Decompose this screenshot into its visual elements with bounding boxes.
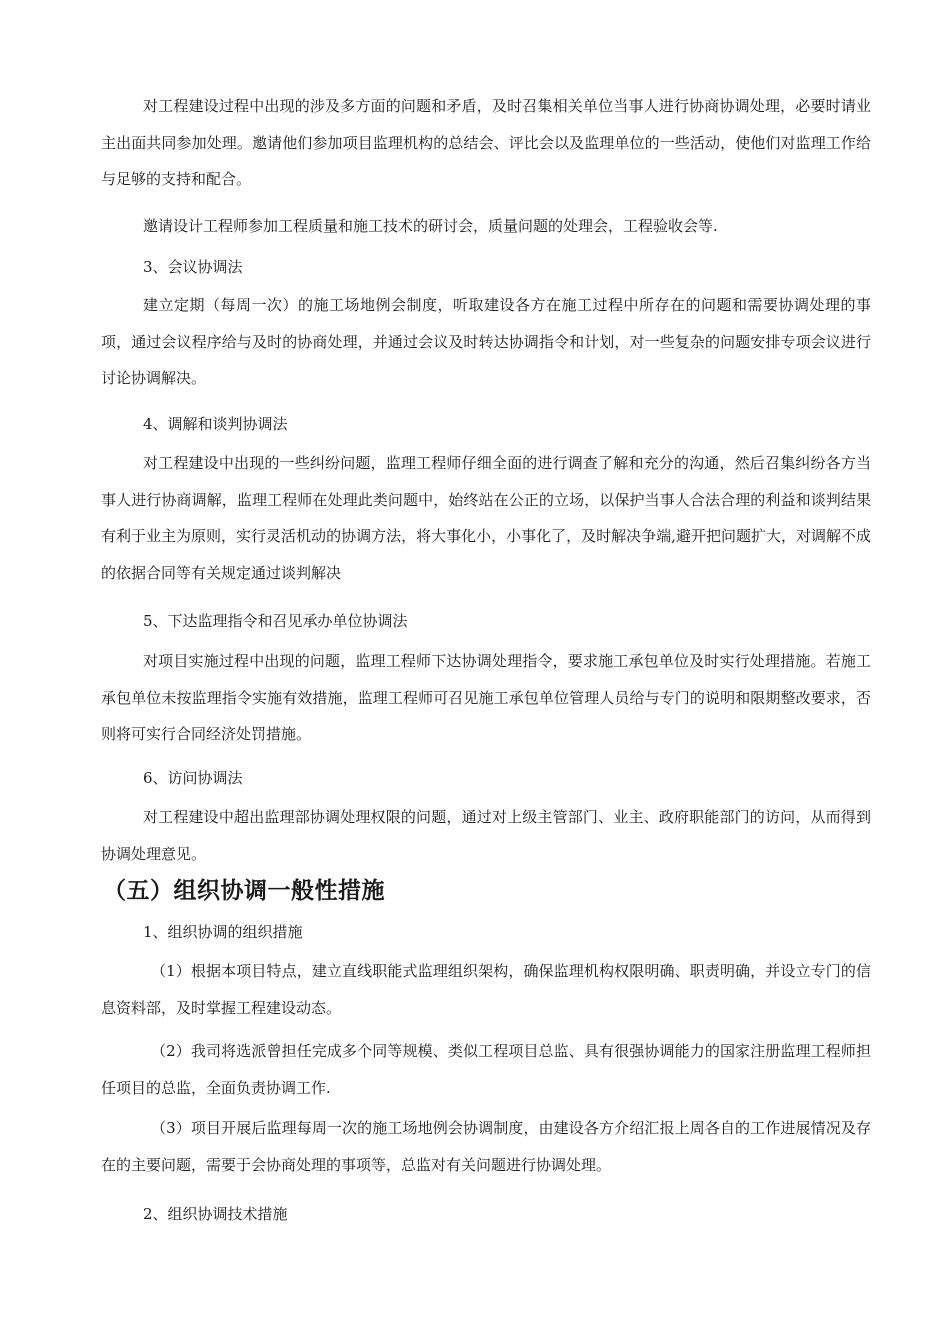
paragraph-coordination-meetings: 对工程建设过程中出现的涉及多方面的问题和矛盾，及时召集相关单位当事人进行协商协调处理，必要时请业主出面共同参加处理。邀请他们参加项目监理机构的总结会、评比会以及监理单位的一些活动，使他们对监理工作给与足够的支持和配合。 <box>101 97 871 188</box>
heading-mediation-negotiation: 4、调解和谈判协调法 <box>143 415 288 433</box>
paragraph-visit-coordination: 对工程建设中超出监理部协调处理权限的问题，通过对上级主管部门、业主、政府职能部门的访问，从而得到协调处理意见。 <box>101 808 871 863</box>
heading-issue-instructions: 5、下达监理指令和召见承办单位协调法 <box>143 612 408 630</box>
paragraph-mediation-negotiation: 对工程建设中出现的一些纠纷问题，监理工程师仔细全面的进行调查了解和充分的沟通，然后召集纠纷各方当事人进行协商调解，监理工程师在处理此类问题中，始终站在公正的立场，以保护当事人合法合理的利益和谈判结果有利于业主为原则，实行灵活机动的协调方法，将大事化小，小事化了，及时解决争端,避开把问题扩大，对调解不成的依据合同等有关规定通过谈判解决 <box>101 454 871 582</box>
heading-visit-coordination: 6、访问协调法 <box>143 769 243 787</box>
heading-organizational-measures: 1、组织协调的组织措施 <box>143 923 303 941</box>
list-item-organizational-2: （2）我司将选派曾担任完成多个同等规模、类似工程项目总监、具有很强协调能力的国家注册监理工程师担任项目的总监，全面负责协调工作. <box>101 1042 871 1097</box>
section-title: （五）组织协调一般性措施 <box>103 877 385 904</box>
paragraph-invite-designers: 邀请设计工程师参加工程质量和施工技术的研讨会，质量问题的处理会，工程验收会等. <box>143 217 718 235</box>
list-item-organizational-3: （3）项目开展后监理每周一次的施工场地例会协调制度，由建设各方介绍汇报上周各自的工作进展情况及存在的主要问题，需要于会协商处理的事项等，总监对有关问题进行协调处理。 <box>101 1119 871 1174</box>
paragraph-issue-instructions: 对项目实施过程中出现的问题，监理工程师下达协调处理指令，要求施工承包单位及时实行处理措施。若施工承包单位未按监理指令实施有效措施，监理工程师可召见施工承包单位管理人员给与专门的说明和限期整改要求，否则将可实行合同经济处罚措施。 <box>101 652 871 743</box>
list-item-organizational-1: （1）根据本项目特点，建立直线职能式监理组织架构，确保监理机构权限明确、职责明确，并设立专门的信息资料部，及时掌握工程建设动态。 <box>101 962 871 1017</box>
paragraph-meeting-coordination: 建立定期（每周一次）的施工场地例会制度，听取建设各方在施工过程中所存在的问题和需要协调处理的事项，通过会议程序给与及时的协商处理，并通过会议及时转达协调指令和计划，对一些复杂的问题安排专项会议进行讨论协调解决。 <box>101 296 871 387</box>
heading-technical-measures: 2、组织协调技术措施 <box>143 1205 288 1223</box>
heading-meeting-coordination: 3、会议协调法 <box>143 258 243 276</box>
